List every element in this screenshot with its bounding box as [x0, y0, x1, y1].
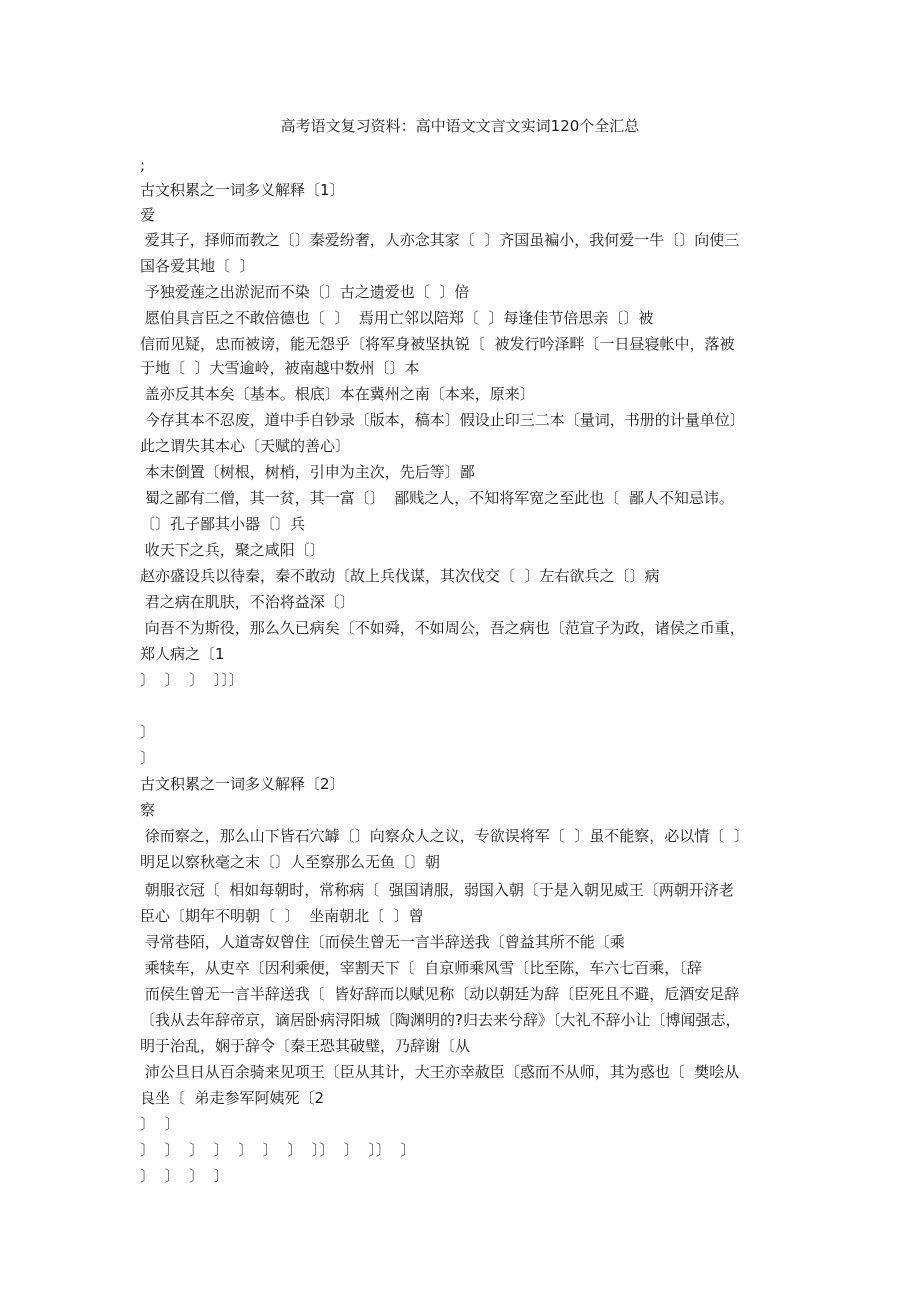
text-line: 本末倒置〔树根，树梢，引申为主次，先后等〕鄙	[140, 463, 475, 481]
text-line: 于地〔 〕大雪逾岭，被南越中数州〔〕本	[140, 359, 420, 377]
text-line: 信而见疑，忠而被谤，能无怨乎〔将军身被坚执锐〔 被发行吟泽畔〔一日昼寝帐中，落被	[140, 335, 735, 353]
bracket-line: 〕 〕 〕 〕	[140, 1167, 229, 1185]
section-heading: 古文积累之一词多义解释〔1〕	[140, 181, 345, 199]
entry-word: 察	[140, 801, 156, 819]
entry-word: 爱	[140, 206, 156, 224]
text-line: 良坐〔 弟走参军阿姨死〔2	[140, 1089, 325, 1107]
text-line: 赵亦盛设兵以待秦，秦不敢动〔故上兵伐谋，其次伐交〔 〕左右欲兵之〔〕病	[140, 567, 660, 585]
text-line: 明足以察秋毫之末〔〕人至察那么无鱼〔〕朝	[140, 853, 441, 871]
text-line: 愿伯具言臣之不敢倍德也〔 〕 焉用亡邻以陪郑〔 〕每逢佳节倍思亲〔〕被	[140, 309, 654, 327]
text-line: 寻常巷陌，人道寄奴曾住〔而侯生曾无一言半辞送我〔曾益其所不能〔乘	[140, 933, 625, 951]
bracket-line: 〕 〕	[140, 1115, 180, 1133]
text-line: 君之病在肌肤，不治将益深〔〕	[140, 593, 355, 611]
text-line: ;	[140, 156, 146, 174]
text-line: 沛公旦日从百余骑来见项王〔臣从其计，大王亦幸赦臣〔惑而不从师，其为惑也〔 樊哙从	[140, 1063, 740, 1081]
text-line: 朝服衣冠〔 相如每朝时，常称病〔 强国请服，弱国入朝〔于是入朝见威王〔两朝开济老	[140, 881, 734, 899]
text-line: 〔〕孔子鄙其小器〔〕兵	[140, 515, 306, 533]
text-line: 向吾不为斯役，那么久已病矣〔不如舜，不如周公，吾之病也〔范宣子为政，诸侯之币重，	[140, 619, 745, 637]
section-heading: 古文积累之一词多义解释〔2〕	[140, 775, 345, 793]
text-line: 今存其本不忍废，道中手自钞录〔版本，稿本〕假设止印三二本〔量词，书册的计量单位〕	[140, 411, 745, 429]
text-line: 此之谓失其本心〔天赋的善心〕	[140, 437, 351, 455]
text-line: 〔我从去年辞帝京，谪居卧病浔阳城〔陶渊明的?归去来兮辞》〔大礼不辞小让〔博闻强志，	[140, 1011, 741, 1029]
text-line: 乘犊车，从吏卒〔因利乘便，宰割天下〔 自京师乘风雪〔比至陈，车六七百乘，〔辞	[140, 959, 702, 977]
bracket-line: 〕 〕 〕 〕 〕 〕 〕 〕〕 〕 〕〕 〕	[140, 1141, 416, 1159]
text-line: 予独爱莲之出淤泥而不染〔〕古之遗爱也〔 〕倍	[140, 283, 470, 301]
text-line: 爱其子，择师而教之〔〕秦爱纷奢，人亦念其家〔 〕齐国虽褊小，我何爱一牛〔〕向使三	[140, 231, 740, 249]
bracket-line: 〕	[140, 749, 156, 767]
text-line: 蜀之鄙有二僧，其一贫，其一富〔〕 鄙贱之人，不知将军宽之至此也〔 鄙人不知忌讳。	[140, 489, 734, 507]
text-line: 盖亦反其本矣〔基本。根底〕本在冀州之南〔本来，原来〕	[140, 385, 535, 403]
text-line: 国各爱其地〔 〕	[140, 257, 255, 275]
text-line: 而侯生曾无一言半辞送我〔 皆好辞而以赋见称〔动以朝廷为辞〔臣死且不避，卮酒安足辞	[140, 985, 740, 1003]
bracket-line: 〕	[140, 723, 156, 741]
text-line: 明于治乱，娴于辞令〔秦王恐其破璧，乃辞谢〔从	[140, 1037, 471, 1055]
text-line: 收天下之兵，聚之咸阳〔〕	[140, 541, 325, 559]
bracket-line: 〕 〕 〕 〕〕〕	[140, 671, 244, 689]
text-line: 徐而察之，那么山下皆石穴罅〔〕向察众人之议，专欲误将军〔 〕虽不能察，必以情〔 〕	[140, 827, 749, 845]
text-line: 郑人病之〔1	[140, 645, 225, 663]
text-line: 臣心〔期年不明朝〔 〕 坐南朝北〔 〕曾	[140, 907, 424, 925]
document-title: 高考语文复习资料：高中语文文言文实词120个全汇总	[280, 117, 640, 135]
